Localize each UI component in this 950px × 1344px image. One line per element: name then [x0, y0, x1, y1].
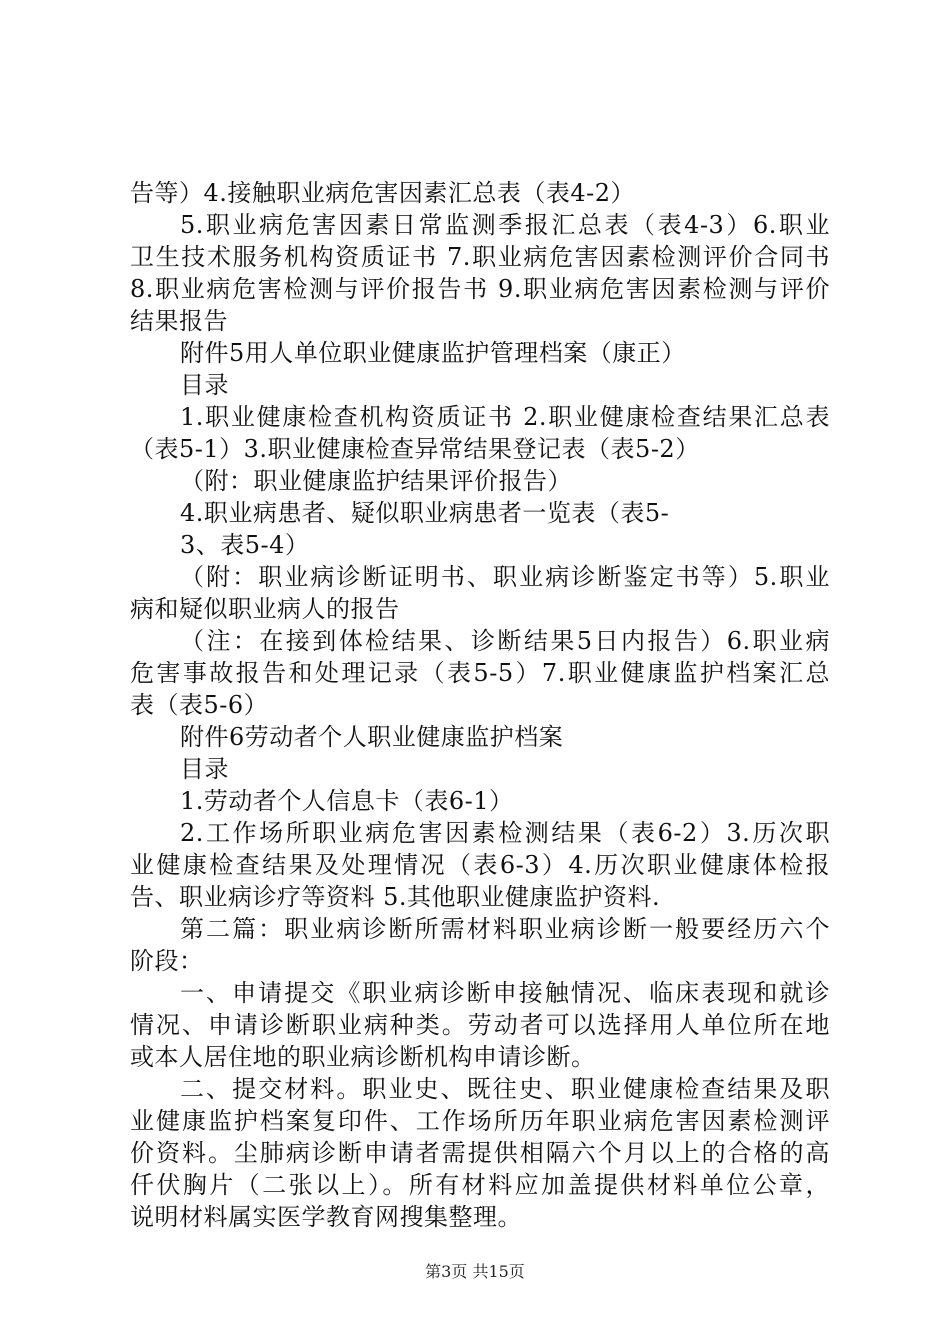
- text-line: 阶段：: [130, 947, 204, 975]
- text-line: 仟伏胸片（二张以上）。所有材料应加盖提供材料单位公章，: [130, 1171, 830, 1199]
- text-line: 情况、申请诊断职业病种类。劳动者可以选择用人单位所在地: [130, 1011, 830, 1039]
- text-line: 附件6劳动者个人职业健康监护档案: [180, 723, 564, 751]
- text-line: 或本人居住地的职业病诊断机构申请诊断。: [130, 1043, 596, 1071]
- text-line: 2.工作场所职业病危害因素检测结果（表6-2）3.历次职: [180, 819, 830, 847]
- text-line: 目录: [180, 371, 229, 399]
- text-line: 一、申请提交《职业病诊断申接触情况、临床表现和就诊: [180, 979, 830, 1007]
- text-line: 告、职业病诊疗等资料 5.其他职业健康监护资料.: [130, 883, 661, 911]
- text-line: （附：职业健康监护结果评价报告）: [180, 467, 572, 495]
- text-line: 表（表5-6）: [130, 691, 269, 719]
- text-line: 价资料。尘肺病诊断申请者需提供相隔六个月以上的合格的高: [130, 1139, 830, 1167]
- text-line: （表5-1）3.职业健康检查异常结果登记表（表5-2）: [130, 435, 700, 463]
- text-line: 5.职业病危害因素日常监测季报汇总表（表4-3）6.职业: [180, 211, 830, 239]
- page-footer: 第3页 共15页: [425, 1262, 525, 1281]
- text-line: 病和疑似职业病人的报告: [130, 595, 400, 623]
- text-line: 说明材料属实医学教育网搜集整理。: [130, 1203, 522, 1231]
- text-line: 二、提交材料。职业史、既往史、职业健康检查结果及职: [180, 1075, 830, 1103]
- text-line: 1.职业健康检查机构资质证书 2.职业健康检查结果汇总表: [180, 403, 830, 431]
- text-line: 8.职业病危害检测与评价报告书 9.职业病危害因素检测与评价: [130, 275, 830, 303]
- text-line: 目录: [180, 755, 229, 783]
- text-line: 1.劳动者个人信息卡（表6-1）: [180, 787, 514, 815]
- text-line: 告等）4.接触职业病危害因素汇总表（表4-2）: [130, 179, 636, 207]
- text-line: 业健康检查结果及处理情况（表6-3）4.历次职业健康体检报: [130, 851, 830, 879]
- text-line: 业健康监护档案复印件、工作场所历年职业病危害因素检测评: [130, 1107, 830, 1135]
- text-line: 结果报告: [130, 307, 228, 335]
- text-line: 危害事故报告和处理记录（表5-5）7.职业健康监护档案汇总: [130, 659, 830, 687]
- text-line: 第二篇：职业病诊断所需材料职业病诊断一般要经历六个: [180, 915, 830, 943]
- text-line: （注：在接到体检结果、诊断结果5日内报告）6.职业病: [180, 627, 830, 655]
- text-line: 3、表5-4）: [180, 531, 310, 559]
- text-line: （附：职业病诊断证明书、职业病诊断鉴定书等）5.职业: [180, 563, 830, 591]
- text-line: 4.职业病患者、疑似职业病患者一览表（表5-: [180, 499, 670, 527]
- text-line: 附件5用人单位职业健康监护管理档案（康正）: [180, 339, 686, 367]
- text-line: 卫生技术服务机构资质证书 7.职业病危害因素检测评价合同书: [130, 243, 830, 271]
